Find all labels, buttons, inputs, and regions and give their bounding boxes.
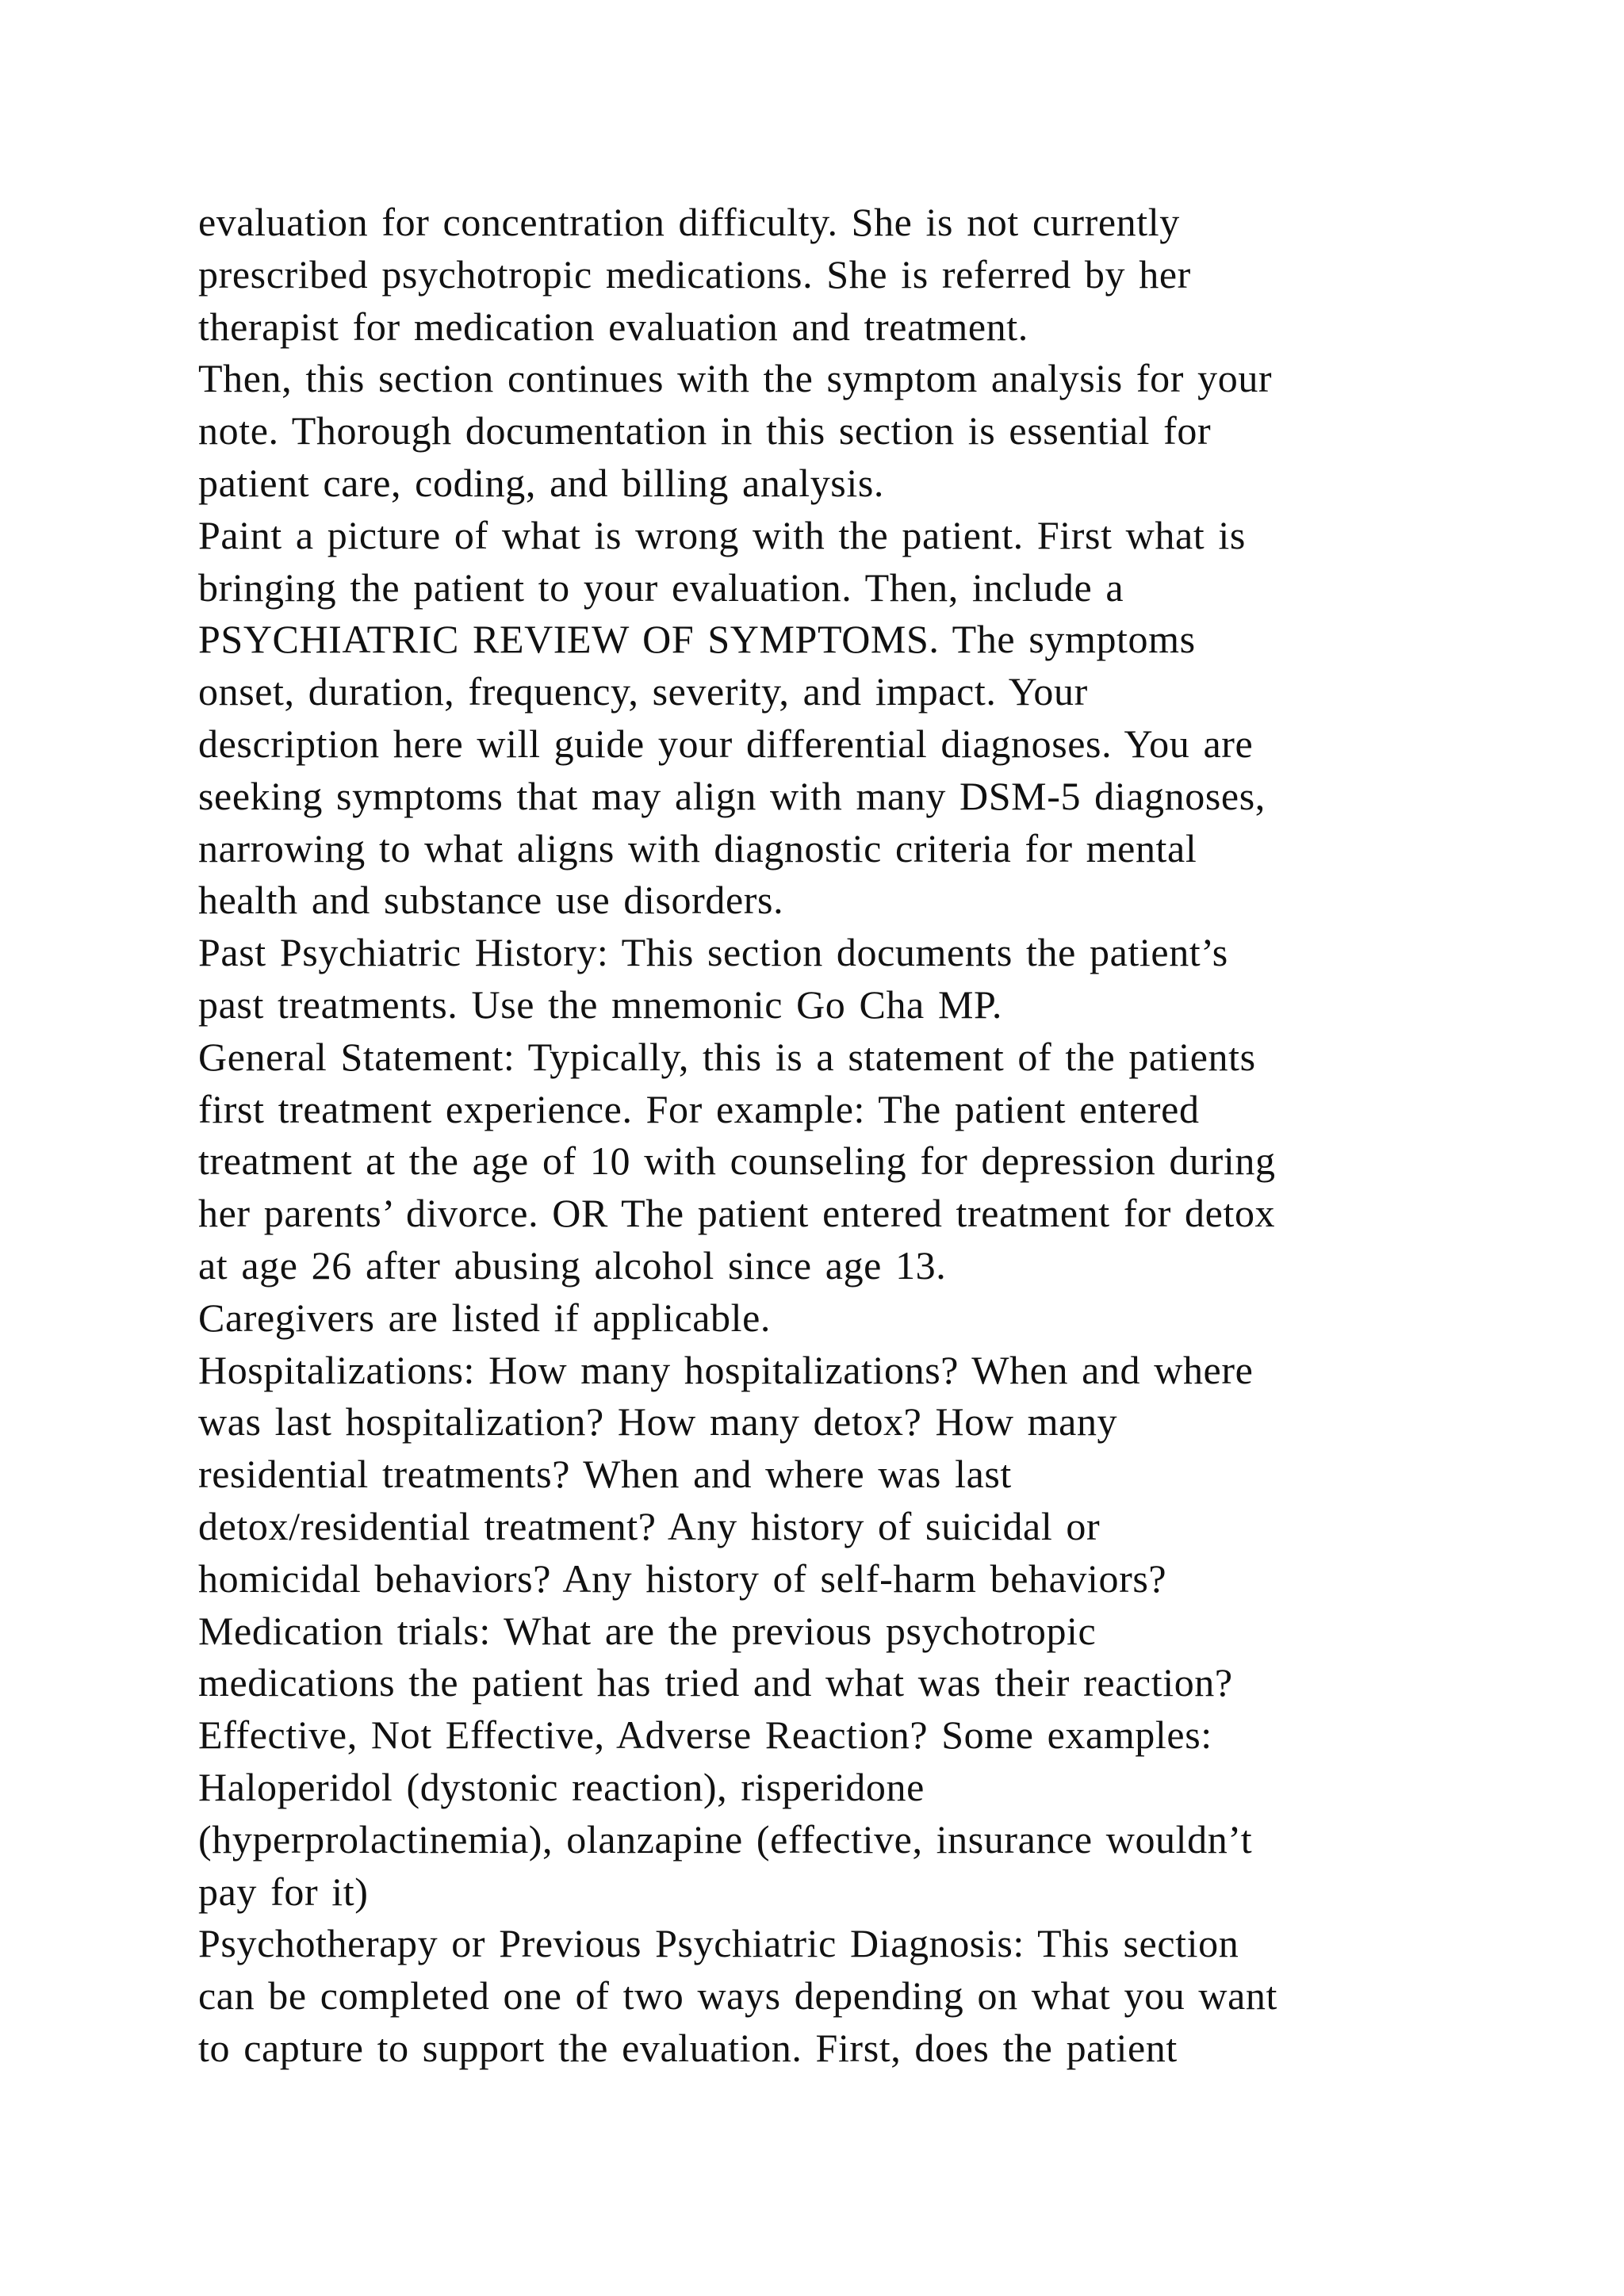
- text-line: seeking symptoms that may align with many DSM-5 diagnoses,: [198, 773, 1266, 818]
- text-line: PSYCHIATRIC REVIEW OF SYMPTOMS. The symptoms: [198, 617, 1196, 662]
- text-line: her parents’ divorce. OR The patient entered treatment for detox: [198, 1191, 1276, 1236]
- text-line: Past Psychiatric History: This section documents the patient’s: [198, 930, 1228, 975]
- text-line: General Statement: Typically, this is a statement of the patients: [198, 1034, 1256, 1079]
- text-line: past treatments. Use the mnemonic Go Cha MP.: [198, 982, 1002, 1027]
- text-line: to capture to support the evaluation. First, does the patient: [198, 2025, 1178, 2070]
- body-text: [198, 197, 1507, 2075]
- text-line: can be completed one of two ways depending on what you want: [198, 1973, 1277, 2019]
- text-line: (hyperprolactinemia), olanzapine (effective, insurance wouldn’t: [198, 1816, 1253, 1862]
- text-line: first treatment experience. For example: The patient entered: [198, 1086, 1200, 1131]
- text-line: narrowing to what aligns with diagnostic criteria for mental: [198, 825, 1197, 871]
- text-line: description here will guide your differential diagnoses. You are: [198, 721, 1254, 766]
- text-line: was last hospitalization? How many detox? How many: [198, 1399, 1118, 1445]
- text-line: residential treatments? When and where was last: [198, 1452, 1012, 1497]
- text-line: evaluation for concentration difficulty. She is not currently: [198, 200, 1180, 244]
- text-line: pay for it): [198, 1869, 369, 1914]
- text-line: at age 26 after abusing alcohol since age 13.: [198, 1242, 947, 1288]
- text-line: therapist for medication evaluation and treatment.: [198, 304, 1028, 349]
- text-line: bringing the patient to your evaluation. Then, include a: [198, 564, 1124, 610]
- text-line: Haloperidol (dystonic reaction), risperidone: [198, 1764, 925, 1809]
- text-line: treatment at the age of 10 with counseling for depression during: [198, 1138, 1276, 1184]
- text-line: health and substance use disorders.: [198, 878, 784, 923]
- text-line: homicidal behaviors? Any history of self-harm behaviors?: [198, 1556, 1167, 1601]
- text-line: Caregivers are listed if applicable.: [198, 1295, 772, 1340]
- text-line: detox/residential treatment? Any history of suicidal or: [198, 1503, 1101, 1548]
- text-line: note. Thorough documentation in this section is essential for: [198, 408, 1212, 453]
- text-line: prescribed psychotropic medications. She is referred by her: [198, 251, 1191, 297]
- text-line: onset, duration, frequency, severity, and impact. Your: [198, 669, 1088, 714]
- text-line: Psychotherapy or Previous Psychiatric Diagnosis: This section: [198, 1921, 1239, 1966]
- text-line: Paint a picture of what is wrong with the patient. First what is: [198, 512, 1246, 557]
- text-line: Hospitalizations: How many hospitalizations? When and where: [198, 1347, 1254, 1392]
- text-line: patient care, coding, and billing analysis.: [198, 460, 885, 505]
- text-line: Then, this section continues with the symptom analysis for your: [198, 356, 1273, 401]
- text-line: Medication trials: What are the previous psychotropic: [198, 1608, 1097, 1653]
- text-line: medications the patient has tried and what was their reaction?: [198, 1660, 1233, 1705]
- text-line: Effective, Not Effective, Adverse Reaction? Some examples:: [198, 1712, 1212, 1758]
